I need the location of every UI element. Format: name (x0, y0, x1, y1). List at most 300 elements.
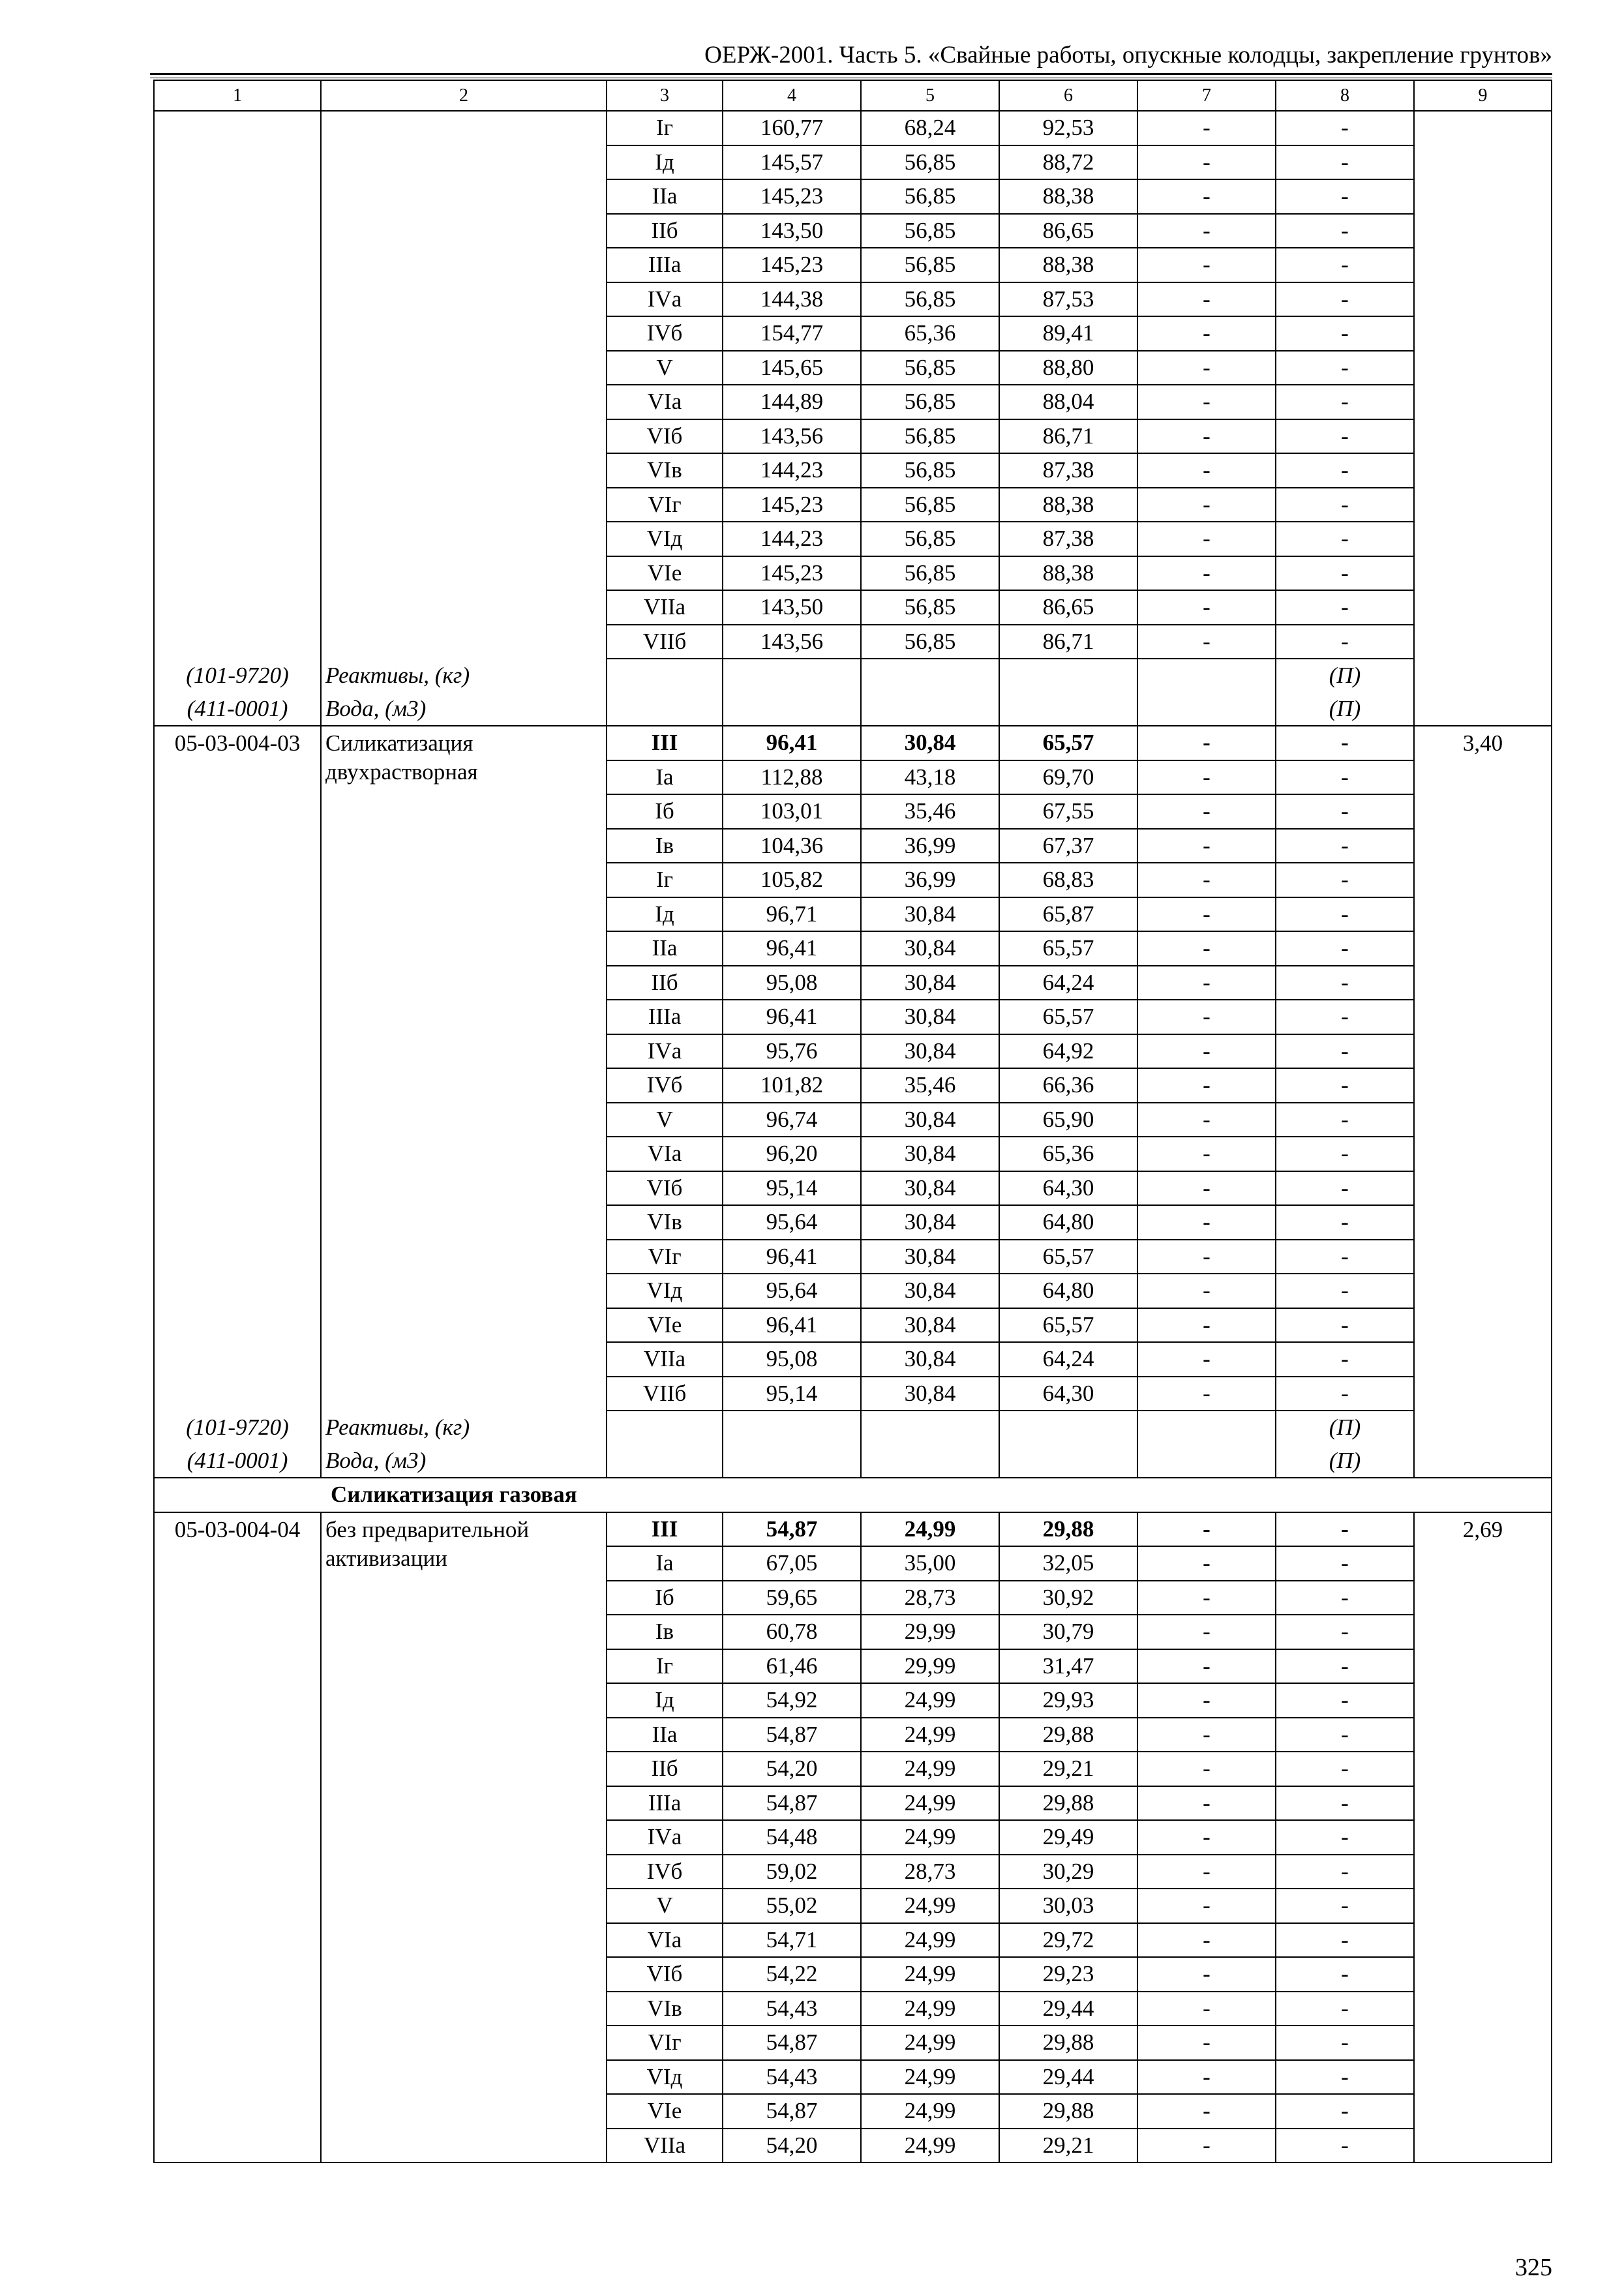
zone-cell: VIд (607, 522, 723, 556)
value-cell: - (1137, 1752, 1276, 1786)
value-cell: - (1276, 2026, 1414, 2060)
value-cell: - (1137, 1274, 1276, 1308)
value-cell: 65,87 (999, 897, 1137, 932)
zone-cell: Iг (607, 1649, 723, 1684)
value-cell: - (1276, 1786, 1414, 1821)
empty-cell (999, 693, 1137, 726)
value-cell: 54,43 (723, 1992, 861, 2026)
value-cell: 88,38 (999, 248, 1137, 282)
empty-cell (861, 1444, 999, 1478)
value-cell: 56,85 (861, 385, 999, 419)
value-cell: - (1276, 419, 1414, 454)
col9-value: 2,69 (1414, 1512, 1552, 2163)
resource-code: (411-0001) (154, 1444, 321, 1478)
value-cell: - (1137, 2026, 1276, 2060)
value-cell: - (1137, 1786, 1276, 1821)
empty-cell (1137, 693, 1276, 726)
value-cell: - (1276, 1820, 1414, 1855)
value-cell: - (1276, 1718, 1414, 1752)
value-cell: 29,88 (999, 1512, 1137, 1547)
zone-cell: VIг (607, 1240, 723, 1274)
value-cell: 56,85 (861, 248, 999, 282)
value-cell: - (1276, 2094, 1414, 2129)
value-cell: - (1137, 111, 1276, 145)
value-cell: - (1137, 1957, 1276, 1992)
value-cell: - (1276, 1512, 1414, 1547)
empty-cell (861, 659, 999, 693)
resource-name: Реактивы, (кг) (321, 659, 607, 693)
value-cell: 88,38 (999, 179, 1137, 214)
zone-cell: IVб (607, 316, 723, 351)
column-number-cell: 5 (861, 80, 999, 111)
zone-cell: Iг (607, 863, 723, 897)
value-cell: - (1137, 316, 1276, 351)
zone-cell: IIа (607, 931, 723, 966)
value-cell: 56,85 (861, 556, 999, 591)
value-cell: - (1276, 1581, 1414, 1615)
value-cell: 144,89 (723, 385, 861, 419)
value-cell: 64,80 (999, 1205, 1137, 1240)
zone-cell: Iд (607, 145, 723, 180)
value-cell: - (1276, 351, 1414, 385)
zone-cell: IIб (607, 966, 723, 1000)
value-cell: 143,50 (723, 590, 861, 625)
value-cell: 104,36 (723, 829, 861, 863)
value-cell: 65,57 (999, 931, 1137, 966)
resource-note: (П) (1276, 1444, 1414, 1478)
value-cell: 24,99 (861, 1718, 999, 1752)
zone-cell: VIб (607, 1171, 723, 1206)
value-cell: 143,50 (723, 214, 861, 248)
value-cell: 24,99 (861, 1512, 999, 1547)
resource-note: (П) (1276, 659, 1414, 693)
value-cell: 24,99 (861, 1752, 999, 1786)
rate-name (321, 111, 607, 659)
empty-cell (1137, 1444, 1276, 1478)
value-cell: 56,85 (861, 351, 999, 385)
value-cell: - (1137, 1512, 1276, 1547)
column-number-cell: 9 (1414, 80, 1552, 111)
zone-cell: IVа (607, 1820, 723, 1855)
value-cell: - (1137, 1103, 1276, 1137)
zone-cell: IVа (607, 1034, 723, 1069)
value-cell: 30,84 (861, 897, 999, 932)
empty-cell (723, 1411, 861, 1444)
zone-cell: VIа (607, 385, 723, 419)
value-cell: 28,73 (861, 1855, 999, 1889)
value-cell: - (1276, 1615, 1414, 1649)
value-cell: 55,02 (723, 1889, 861, 1923)
column-number-cell: 4 (723, 80, 861, 111)
column-number-cell: 7 (1137, 80, 1276, 111)
empty-cell (723, 1444, 861, 1478)
col9-value: 3,40 (1414, 726, 1552, 1411)
value-cell: 60,78 (723, 1615, 861, 1649)
value-cell: 35,46 (861, 794, 999, 829)
empty-cell (1414, 693, 1552, 726)
table-body (154, 80, 1552, 2162)
value-cell: 88,72 (999, 145, 1137, 180)
value-cell: 96,41 (723, 1240, 861, 1274)
value-cell: - (1137, 1649, 1276, 1684)
value-cell: 64,24 (999, 1342, 1137, 1377)
column-number-cell: 1 (154, 80, 321, 111)
value-cell: 101,82 (723, 1068, 861, 1103)
empty-cell (1414, 659, 1552, 693)
value-cell: 67,37 (999, 829, 1137, 863)
zone-cell: IIа (607, 179, 723, 214)
value-cell: 54,87 (723, 1512, 861, 1547)
zone-cell: VIIа (607, 2129, 723, 2163)
column-number-row (154, 80, 1552, 111)
value-cell: - (1137, 1034, 1276, 1069)
value-cell: - (1137, 145, 1276, 180)
empty-cell (1414, 1411, 1552, 1444)
zone-cell: VIг (607, 2026, 723, 2060)
value-cell: - (1137, 1377, 1276, 1411)
price-table (153, 80, 1552, 2163)
value-cell: 30,79 (999, 1615, 1137, 1649)
value-cell: 96,41 (723, 726, 861, 760)
value-cell: - (1137, 1855, 1276, 1889)
value-cell: - (1137, 385, 1276, 419)
value-cell: - (1137, 522, 1276, 556)
zone-cell: VIв (607, 1205, 723, 1240)
value-cell: - (1137, 248, 1276, 282)
value-cell: - (1276, 385, 1414, 419)
zone-cell: III (607, 726, 723, 760)
value-cell: - (1137, 179, 1276, 214)
value-cell: - (1276, 1240, 1414, 1274)
value-cell: 56,85 (861, 419, 999, 454)
zone-cell: Iг (607, 111, 723, 145)
value-cell: 144,23 (723, 453, 861, 488)
value-cell: - (1276, 1205, 1414, 1240)
value-cell: 64,30 (999, 1377, 1137, 1411)
value-cell: - (1276, 1000, 1414, 1034)
value-cell: 87,38 (999, 453, 1137, 488)
value-cell: - (1276, 145, 1414, 180)
rate-name: без предварительной активизации (321, 1512, 607, 2163)
empty-cell (1414, 1444, 1552, 1478)
value-cell: 54,87 (723, 1786, 861, 1821)
column-number-cell: 6 (999, 80, 1137, 111)
value-cell: 145,65 (723, 351, 861, 385)
col9-value (1414, 111, 1552, 659)
zone-cell: VIе (607, 1308, 723, 1343)
page-number: 325 (1515, 2254, 1552, 2281)
value-cell: 112,88 (723, 760, 861, 795)
value-cell: 30,84 (861, 966, 999, 1000)
value-cell: - (1137, 760, 1276, 795)
value-cell: 65,36 (999, 1137, 1137, 1171)
value-cell: 54,87 (723, 2094, 861, 2129)
resource-row (154, 1444, 1552, 1478)
value-cell: - (1137, 419, 1276, 454)
zone-cell: VIIа (607, 590, 723, 625)
value-cell: - (1276, 794, 1414, 829)
value-cell: 29,99 (861, 1615, 999, 1649)
zone-cell: IIIа (607, 1000, 723, 1034)
table-row (154, 726, 1552, 760)
value-cell: - (1137, 726, 1276, 760)
value-cell: 24,99 (861, 2060, 999, 2095)
value-cell: 29,44 (999, 2060, 1137, 2095)
value-cell: 30,29 (999, 1855, 1137, 1889)
value-cell: 54,87 (723, 1718, 861, 1752)
zone-cell: VIг (607, 488, 723, 522)
value-cell: - (1276, 556, 1414, 591)
value-cell: - (1276, 1683, 1414, 1718)
value-cell: - (1137, 1581, 1276, 1615)
resource-note: (П) (1276, 1411, 1414, 1444)
value-cell: - (1276, 1752, 1414, 1786)
value-cell: - (1137, 1992, 1276, 2026)
value-cell: 43,18 (861, 760, 999, 795)
value-cell: 29,44 (999, 1992, 1137, 2026)
value-cell: 88,38 (999, 488, 1137, 522)
empty-cell (607, 693, 723, 726)
value-cell: 32,05 (999, 1546, 1137, 1581)
resource-row (154, 693, 1552, 726)
value-cell: 96,74 (723, 1103, 861, 1137)
value-cell: 30,84 (861, 1034, 999, 1069)
value-cell: 89,41 (999, 316, 1137, 351)
value-cell: 30,92 (999, 1581, 1137, 1615)
value-cell: 68,24 (861, 111, 999, 145)
resource-row (154, 659, 1552, 693)
value-cell: 29,99 (861, 1649, 999, 1684)
value-cell: - (1137, 590, 1276, 625)
zone-cell: Iв (607, 829, 723, 863)
value-cell: 66,36 (999, 1068, 1137, 1103)
value-cell: 67,55 (999, 794, 1137, 829)
value-cell: - (1137, 351, 1276, 385)
value-cell: - (1137, 1889, 1276, 1923)
column-number-cell: 2 (321, 80, 607, 111)
value-cell: 145,23 (723, 488, 861, 522)
value-cell: 56,85 (861, 453, 999, 488)
value-cell: 67,05 (723, 1546, 861, 1581)
value-cell: - (1137, 1068, 1276, 1103)
rate-code: 05-03-004-03 (154, 726, 321, 1411)
value-cell: 29,72 (999, 1923, 1137, 1958)
value-cell: - (1276, 488, 1414, 522)
empty-cell (999, 1411, 1137, 1444)
value-cell: 86,71 (999, 625, 1137, 659)
value-cell: - (1276, 316, 1414, 351)
value-cell: 30,84 (861, 1342, 999, 1377)
value-cell: 30,84 (861, 1205, 999, 1240)
value-cell: - (1276, 1957, 1414, 1992)
value-cell: 88,80 (999, 351, 1137, 385)
value-cell: 29,88 (999, 1786, 1137, 1821)
value-cell: 30,84 (861, 1137, 999, 1171)
value-cell: - (1137, 625, 1276, 659)
value-cell: 24,99 (861, 1957, 999, 1992)
value-cell: 96,71 (723, 897, 861, 932)
value-cell: 54,71 (723, 1923, 861, 1958)
zone-cell: VIа (607, 1137, 723, 1171)
zone-cell: VIб (607, 1957, 723, 1992)
value-cell: 86,65 (999, 590, 1137, 625)
value-cell: 30,84 (861, 726, 999, 760)
header-rule-thick (150, 73, 1552, 75)
value-cell: 96,41 (723, 931, 861, 966)
value-cell: - (1276, 625, 1414, 659)
value-cell: 54,22 (723, 1957, 861, 1992)
value-cell: - (1137, 829, 1276, 863)
zone-cell: Iд (607, 1683, 723, 1718)
value-cell: 29,23 (999, 1957, 1137, 1992)
value-cell: - (1276, 829, 1414, 863)
zone-cell: IIIа (607, 248, 723, 282)
resource-name: Реактивы, (кг) (321, 1411, 607, 1444)
value-cell: 30,84 (861, 1377, 999, 1411)
zone-cell: IIб (607, 214, 723, 248)
empty-cell (723, 693, 861, 726)
value-cell: - (1276, 1342, 1414, 1377)
value-cell: - (1276, 2060, 1414, 2095)
value-cell: - (1276, 453, 1414, 488)
value-cell: - (1137, 1820, 1276, 1855)
value-cell: 144,38 (723, 282, 861, 317)
value-cell: - (1276, 1992, 1414, 2026)
rate-code (154, 111, 321, 659)
value-cell: - (1276, 1377, 1414, 1411)
value-cell: 24,99 (861, 2129, 999, 2163)
value-cell: 145,57 (723, 145, 861, 180)
value-cell: - (1137, 1308, 1276, 1343)
zone-cell: Iа (607, 760, 723, 795)
zone-cell: Iв (607, 1615, 723, 1649)
zone-cell: V (607, 1103, 723, 1137)
section-row (154, 1478, 1552, 1512)
zone-cell: VIд (607, 2060, 723, 2095)
value-cell: - (1137, 214, 1276, 248)
value-cell: 29,49 (999, 1820, 1137, 1855)
value-cell: - (1137, 282, 1276, 317)
value-cell: - (1137, 931, 1276, 966)
value-cell: 65,90 (999, 1103, 1137, 1137)
value-cell: 95,14 (723, 1171, 861, 1206)
value-cell: 36,99 (861, 863, 999, 897)
value-cell: - (1137, 897, 1276, 932)
value-cell: - (1276, 1923, 1414, 1958)
value-cell: 30,84 (861, 1103, 999, 1137)
value-cell: 54,48 (723, 1820, 861, 1855)
value-cell: 95,14 (723, 1377, 861, 1411)
value-cell: 64,80 (999, 1274, 1137, 1308)
resource-code: (101-9720) (154, 1411, 321, 1444)
empty-cell (999, 1444, 1137, 1478)
value-cell: 105,82 (723, 863, 861, 897)
value-cell: 56,85 (861, 625, 999, 659)
value-cell: - (1276, 111, 1414, 145)
value-cell: 24,99 (861, 1889, 999, 1923)
value-cell: 64,30 (999, 1171, 1137, 1206)
value-cell: 28,73 (861, 1581, 999, 1615)
value-cell: - (1137, 556, 1276, 591)
resource-note: (П) (1276, 693, 1414, 726)
value-cell: 30,84 (861, 1240, 999, 1274)
value-cell: 24,99 (861, 1683, 999, 1718)
value-cell: 69,70 (999, 760, 1137, 795)
value-cell: - (1276, 179, 1414, 214)
value-cell: - (1276, 522, 1414, 556)
value-cell: 56,85 (861, 488, 999, 522)
value-cell: - (1137, 1718, 1276, 1752)
value-cell: 87,38 (999, 522, 1137, 556)
empty-cell (1137, 1411, 1276, 1444)
zone-cell: VIв (607, 1992, 723, 2026)
value-cell: 54,87 (723, 2026, 861, 2060)
value-cell: - (1276, 863, 1414, 897)
value-cell: 56,85 (861, 282, 999, 317)
value-cell: 56,85 (861, 145, 999, 180)
value-cell: - (1137, 1683, 1276, 1718)
value-cell: 95,08 (723, 1342, 861, 1377)
value-cell: 29,88 (999, 1718, 1137, 1752)
value-cell: 64,92 (999, 1034, 1137, 1069)
value-cell: - (1276, 590, 1414, 625)
value-cell: 30,03 (999, 1889, 1137, 1923)
value-cell: 59,65 (723, 1581, 861, 1615)
value-cell: - (1276, 760, 1414, 795)
value-cell: 24,99 (861, 1786, 999, 1821)
value-cell: 65,57 (999, 726, 1137, 760)
value-cell: 95,64 (723, 1274, 861, 1308)
resource-name: Вода, (м3) (321, 1444, 607, 1478)
value-cell: 143,56 (723, 419, 861, 454)
value-cell: 65,36 (861, 316, 999, 351)
zone-cell: VIIа (607, 1342, 723, 1377)
value-cell: 92,53 (999, 111, 1137, 145)
value-cell: - (1276, 931, 1414, 966)
value-cell: 29,21 (999, 2129, 1137, 2163)
value-cell: 24,99 (861, 1820, 999, 1855)
value-cell: - (1276, 1889, 1414, 1923)
value-cell: - (1276, 966, 1414, 1000)
value-cell: - (1276, 1855, 1414, 1889)
value-cell: 96,41 (723, 1308, 861, 1343)
value-cell: - (1276, 1308, 1414, 1343)
value-cell: 96,20 (723, 1137, 861, 1171)
value-cell: - (1276, 214, 1414, 248)
resource-row (154, 1411, 1552, 1444)
value-cell: - (1276, 897, 1414, 932)
value-cell: 59,02 (723, 1855, 861, 1889)
zone-cell: V (607, 1889, 723, 1923)
value-cell: - (1137, 488, 1276, 522)
value-cell: 88,38 (999, 556, 1137, 591)
value-cell: 95,64 (723, 1205, 861, 1240)
value-cell: 24,99 (861, 1992, 999, 2026)
rate-code: 05-03-004-04 (154, 1512, 321, 2163)
value-cell: 144,23 (723, 522, 861, 556)
value-cell: 30,84 (861, 1000, 999, 1034)
empty-cell (607, 659, 723, 693)
value-cell: - (1137, 2094, 1276, 2129)
zone-cell: Iа (607, 1546, 723, 1581)
zone-cell: VIв (607, 453, 723, 488)
value-cell: - (1276, 1546, 1414, 1581)
zone-cell: VIа (607, 1923, 723, 1958)
zone-cell: VIе (607, 2094, 723, 2129)
zone-cell: IIIа (607, 1786, 723, 1821)
value-cell: 54,43 (723, 2060, 861, 2095)
value-cell: 87,53 (999, 282, 1137, 317)
